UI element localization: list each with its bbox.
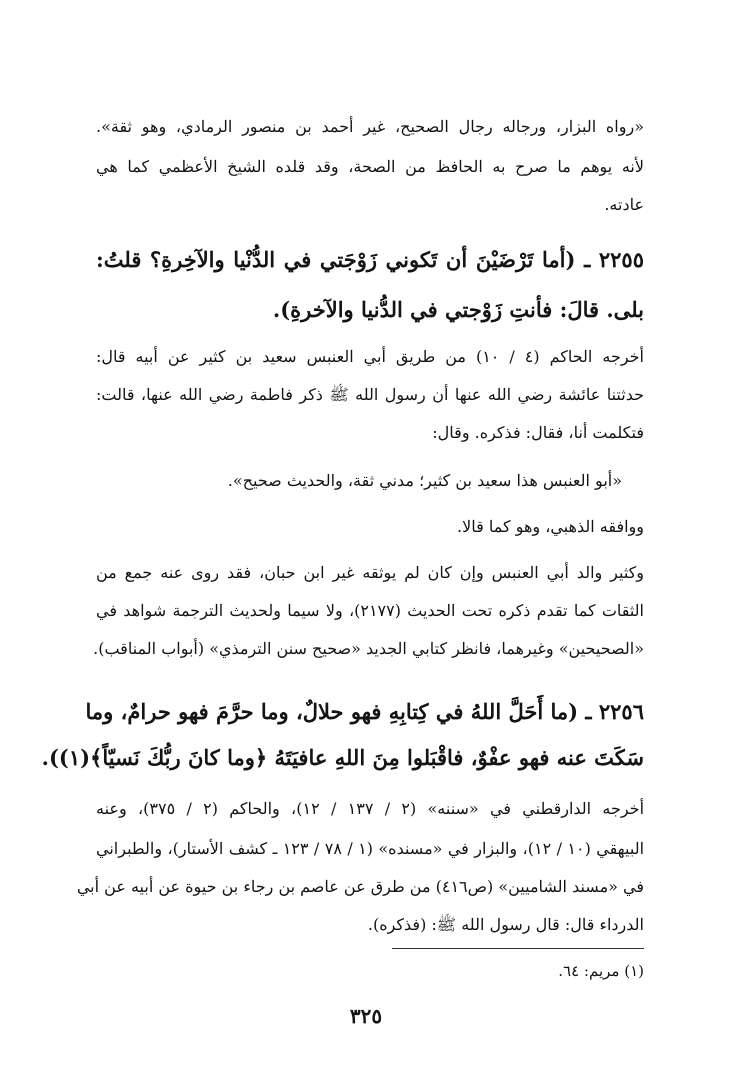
quoted-statement: «أبو العنبس هذا سعيد بن كثير؛ مدني ثقة، والحديث صحيح».: [227, 471, 622, 490]
commentary-line: أخرجه الحاكم (٤ / ١٠) من طريق أبي العنبس سعيد بن كثير عن أبيه قال:: [96, 347, 644, 366]
hadith-heading-line: سَكَتَ عنه فهو عفْوٌ، فاقْبَلوا مِنَ اللهِ عافيَتَهُ ﴿وما كانَ ربُّكَ نَسيّاً﴾(١)).: [41, 745, 644, 770]
paragraph-line: عادته.: [604, 195, 644, 214]
paragraph-line: «رواه البزار، ورجاله رجال الصحيح، غير أحمد بن منصور الرمادي، وهو ثقة».: [96, 117, 644, 136]
commentary-line: «الصحيحين» وغيرهما، فانظر كتابي الجديد «صحيح سنن الترمذي» (أبواب المناقب).: [93, 639, 644, 658]
hadith-heading-line: بلى. قالَ: فأنتِ زَوْجتي في الدُّنيا والآخرةِ).: [272, 297, 644, 322]
footnote: (١) مريم: ٦٤.: [558, 962, 644, 980]
commentary-line: وكثير والد أبي العنبس وإن كان لم يوثقه غير ابن حبان، فقد روى عنه جمع من: [96, 563, 644, 582]
commentary-line: فتكلمت أنا، فقال: فذكره. وقال:: [432, 423, 644, 442]
commentary-line: في «مسند الشاميين» (ص٤١٦) من طرق عن عاصم بن رجاء بن حيوة عن أبيه عن أبي: [76, 877, 644, 896]
hadith-heading-line: ٢٢٥٥ ـ (أما تَرْضَيْنَ أن تَكوني زَوْجَتي في الدُّنْيا والآخِرةِ؟ قلتُ:: [96, 247, 644, 272]
commentary-line: الدرداء قال: قال رسول الله ﷺ: (فذكره).: [367, 915, 644, 934]
commentary-line: البيهقي (١٠ / ١٢)، والبزار في «مسنده» (١ / ٧٨ / ١٢٣ ـ كشف الأستار)، والطبراني: [96, 839, 645, 858]
page-number: ٣٢٥: [349, 1004, 383, 1028]
hadith-heading-line: ٢٢٥٦ ـ (ما أَحَلَّ اللهُ في كِتابِهِ فهو حلالٌ، وما حرَّمَ فهو حرامٌ، وما: [85, 699, 644, 724]
commentary-line: الثقات كما تقدم ذكره تحت الحديث (٢١٧٧)، ولا سيما ولحديث الترجمة شواهد في: [96, 601, 645, 620]
commentary-line: ووافقه الذهبي، وهو كما قالا.: [457, 517, 644, 536]
commentary-line: حدثتنا عائشة رضي الله عنها أن رسول الله ﷺ ذكر فاطمة رضي الله عنها، قالت:: [96, 385, 644, 404]
paragraph-line: لأنه يوهم ما صرح به الحافظ من الصحة، وقد قلده الشيخ الأعظمي كما هي: [96, 157, 644, 176]
footnote-separator: [392, 948, 644, 949]
commentary-line: أخرجه الدارقطني في «سننه» (٢ / ١٣٧ / ١٢)، والحاكم (٢ / ٣٧٥)، وعنه: [96, 799, 645, 818]
